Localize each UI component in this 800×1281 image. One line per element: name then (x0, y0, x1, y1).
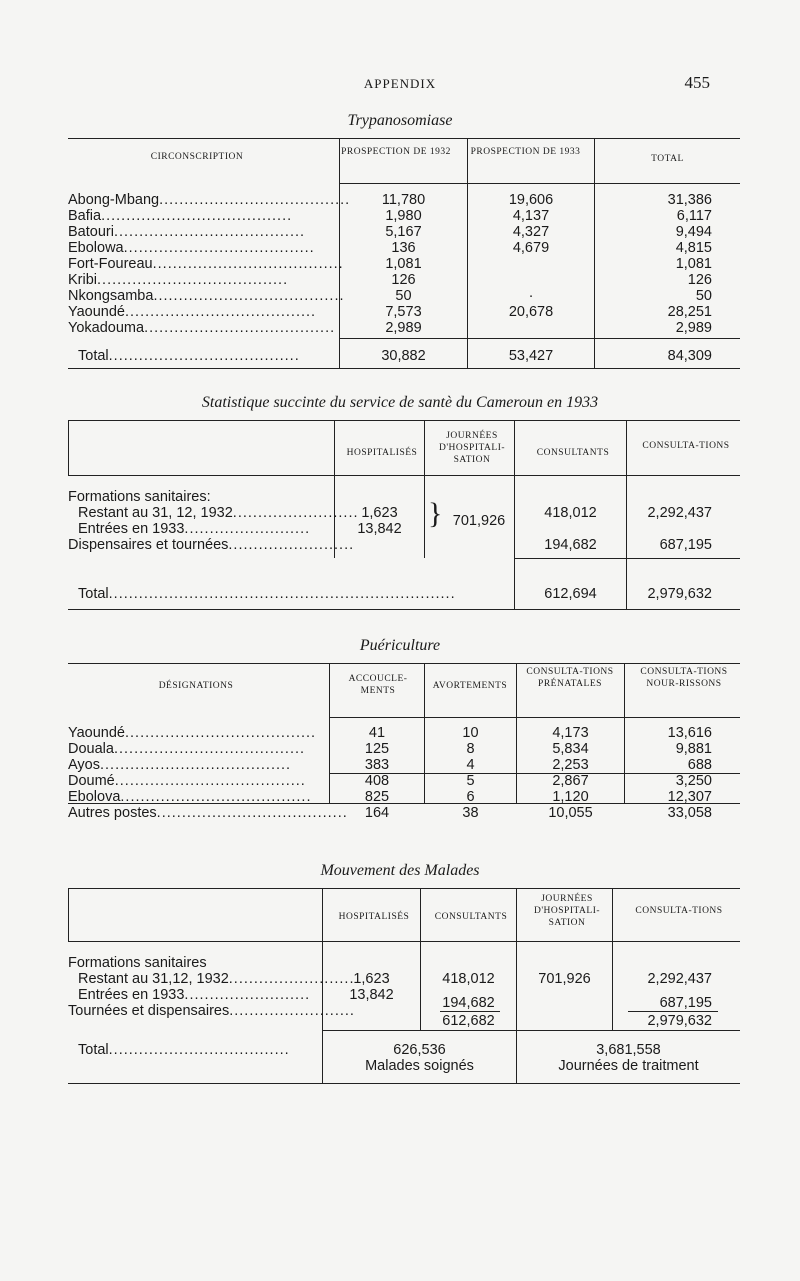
table2-top-rule (68, 420, 740, 421)
t1-row-name: Bafia...................................... (68, 208, 293, 224)
t3-cell: 408 (364, 773, 390, 789)
t4-subtotal-rule (628, 1011, 718, 1012)
t2-vline (68, 420, 69, 475)
t1-cell: 11,780 (381, 192, 426, 208)
t1-cell: 1,081 (675, 256, 712, 272)
t2-row-name: Entrées en 1933......................... (78, 521, 311, 537)
t1-cell: · (528, 288, 534, 304)
t1-cell: 136 (391, 240, 416, 256)
t3-col-header: ACCOUCLE-MENTS (348, 674, 408, 696)
t1-cell: 2,989 (385, 320, 422, 336)
t3-cell: 10 (462, 725, 479, 741)
t3-cell: 5 (466, 773, 475, 789)
t3-cell: 38 (462, 805, 479, 821)
t2-row-name: Restant au 31, 12, 1932......................... (78, 505, 359, 521)
t3-cell: 10,055 (548, 805, 593, 821)
t1-row-name: Batouri...................................... (68, 224, 306, 240)
t3-row-name: Ebolova...................................... (68, 789, 312, 805)
table4-top-rule (68, 888, 740, 889)
t2-cell: 687,195 (659, 537, 712, 553)
t1-vline (594, 138, 595, 368)
t1-cell: 4,679 (512, 240, 550, 256)
t3-col-header: AVORTEMENTS (432, 681, 508, 691)
t1-cell: 4,327 (512, 224, 550, 240)
t2-cell: 194,682 (544, 537, 597, 553)
t2-cell: 2,292,437 (647, 505, 712, 521)
t1-cell: 1,980 (385, 208, 422, 224)
table4-title: Mouvement des Malades (320, 862, 480, 879)
t2-total-label: Total..................................................................... (78, 586, 456, 602)
t4-cell: 418,012 (442, 971, 495, 987)
t3-cell: 125 (364, 741, 390, 757)
t3-cell: 2,253 (552, 757, 589, 773)
t3-row-name: Yaoundé...................................... (68, 725, 317, 741)
t4-col-header: CONSULTA-TIONS (635, 906, 723, 916)
table1-total-rule (339, 338, 740, 339)
t4-col-header: CONSULTANTS (434, 912, 508, 922)
page-number: 455 (684, 73, 710, 92)
t1-cell: 9,494 (675, 224, 712, 240)
t3-row-name: Autres postes...................................... (68, 805, 348, 821)
t4-total-right-value: 3,681,558 (596, 1042, 661, 1058)
t4-row-name: Tournées et dispensaires......................... (68, 1003, 355, 1019)
t2-col-header: CONSULTANTS (536, 448, 610, 458)
t1-col-header: PROSPECTION DE 1933 (470, 147, 581, 157)
t4-subtotal-rule (440, 1011, 500, 1012)
t4-cell: 687,195 (659, 995, 712, 1011)
t1-total-label: Total...................................... (78, 348, 300, 364)
t3-col-header: CONSULTA-TIONS NOUR-RISSONS (640, 667, 728, 689)
t1-cell: 20,678 (508, 304, 554, 320)
t1-cell: 126 (391, 272, 416, 288)
t3-cell: 1,120 (552, 789, 589, 805)
t2-journees-cell: 701,926 (452, 513, 506, 529)
table1-title: Trypanosomiase (347, 112, 453, 129)
t4-total-left-label: Malades soignés (365, 1058, 474, 1074)
table3-header-rule (329, 717, 740, 718)
t4-vline (612, 888, 613, 1030)
t1-col-header: PROSPECTION DE 1932 (341, 147, 451, 157)
header-title: APPENDIX (363, 76, 437, 91)
t3-vline (624, 663, 625, 803)
t3-cell: 8 (466, 741, 475, 757)
t3-row-name: Ayos...................................... (68, 757, 292, 773)
t2-vline (424, 420, 425, 558)
table4-total-rule (322, 1030, 740, 1031)
table3-title: Puériculture (359, 637, 441, 654)
t3-col-header: CONSULTA-TIONS PRÉNATALES (526, 667, 614, 689)
t2-cell: 418,012 (544, 505, 597, 521)
t1-row-name: Ebolowa...................................... (68, 240, 315, 256)
t3-cell: 688 (687, 757, 712, 773)
table2-bottom-rule (68, 609, 740, 610)
t2-col-header: JOURNÉES D'HOSPITALI-SATION (438, 431, 506, 465)
t2-row-heading: Formations sanitaires: (68, 489, 211, 505)
t4-row-heading: Formations sanitaires (68, 955, 207, 971)
t4-cell: 2,292,437 (647, 971, 712, 987)
t2-cell: 1,623 (361, 505, 398, 521)
table4-header-rule (68, 941, 740, 942)
t4-cell: 13,842 (349, 987, 394, 1003)
t2-row-name: Dispensaires et tournées......................... (68, 537, 355, 553)
t1-cell: 5,167 (385, 224, 422, 240)
t1-col-header: CIRCONSCRIPTION (150, 152, 244, 162)
t1-row-name: Kribi...................................... (68, 272, 289, 288)
t3-cell: 33,058 (667, 805, 712, 821)
t2-vline (626, 420, 627, 610)
t2-total-cell: 612,694 (544, 586, 597, 602)
t3-cell: 6 (466, 789, 475, 805)
t3-cell: 383 (364, 757, 390, 773)
t1-total-cell: 84,309 (667, 348, 712, 364)
t4-vline (68, 888, 69, 941)
t2-col-header: HOSPITALISÉS (346, 448, 418, 458)
t1-cell: 7,573 (385, 304, 422, 320)
t3-col-header: DÉSIGNATIONS (158, 681, 234, 691)
t4-col-header: JOURNÉES D'HOSPITALI-SATION (533, 894, 601, 928)
t4-subtotal-cell: 612,682 (442, 1013, 495, 1029)
table4-bottom-rule (68, 1083, 740, 1084)
table1-top-rule (68, 138, 740, 139)
t1-row-name: Yaoundé...................................... (68, 304, 317, 320)
t1-cell: 50 (395, 288, 412, 304)
t4-total-right-label: Journées de traitment (558, 1058, 699, 1074)
t2-col-header: CONSULTA-TIONS (642, 441, 730, 451)
t2-total-cell: 2,979,632 (647, 586, 712, 602)
t4-row-name: Restant au 31,12, 1932......................... (78, 971, 355, 987)
t1-total-cell: 53,427 (508, 348, 554, 364)
t4-col-header: HOSPITALISÉS (338, 912, 410, 922)
t2-cell: 13,842 (357, 521, 402, 537)
t1-row-name: Fort-Foureau...................................... (68, 256, 344, 272)
t1-cell: 19,606 (508, 192, 554, 208)
table3-top-rule (68, 663, 740, 664)
t1-cell: 6,117 (676, 208, 712, 224)
t4-total-left-value: 626,536 (393, 1042, 446, 1058)
t4-cell: 194,682 (442, 995, 495, 1011)
t1-row-name: Nkongsamba...................................... (68, 288, 345, 304)
t3-row-name: Douala...................................... (68, 741, 306, 757)
t3-cell: 825 (364, 789, 390, 805)
page-header (0, 73, 800, 98)
t3-cell: 12,307 (667, 789, 712, 805)
t3-cell: 4,173 (552, 725, 589, 741)
t1-row-name: Yokadouma...................................... (68, 320, 336, 336)
t3-cell: 4 (466, 757, 475, 773)
t1-row-name: Abong-Mbang...................................... (68, 192, 351, 208)
t4-row-name: Entrées en 1933......................... (78, 987, 311, 1003)
t4-total-label: Total.................................... (78, 1042, 290, 1058)
t3-cell: 2,867 (552, 773, 589, 789)
t3-row-name: Doumé...................................... (68, 773, 306, 789)
t3-cell: 9,881 (675, 741, 712, 757)
t3-cell: 13,616 (667, 725, 712, 741)
t1-cell: 2,989 (675, 320, 712, 336)
t1-cell: 50 (695, 288, 712, 304)
brace-icon: } (428, 497, 443, 530)
t1-cell: 28,251 (667, 304, 712, 320)
t3-cell: 3,250 (675, 773, 712, 789)
table1-header-rule (339, 183, 740, 184)
table1-bottom-rule (68, 368, 740, 369)
table2-total-rule (514, 558, 740, 559)
t1-col-header: TOTAL (651, 154, 684, 164)
t1-cell: 126 (687, 272, 712, 288)
t1-cell: 4,815 (675, 240, 712, 256)
table2-title: Statistique succinte du service de santè du Cameroun en 1933 (201, 394, 599, 411)
t3-cell: 164 (364, 805, 390, 821)
t1-total-cell: 30,882 (381, 348, 426, 364)
t3-cell: 41 (368, 725, 386, 741)
t1-cell: 31,386 (667, 192, 712, 208)
t3-cell: 5,834 (552, 741, 589, 757)
t4-subtotal-cell: 2,979,632 (647, 1013, 712, 1029)
table2-header-rule (68, 475, 740, 476)
t1-cell: 4,137 (512, 208, 550, 224)
t4-cell: 1,623 (353, 971, 390, 987)
t1-cell: 1,081 (385, 256, 422, 272)
t4-cell: 701,926 (538, 971, 591, 987)
